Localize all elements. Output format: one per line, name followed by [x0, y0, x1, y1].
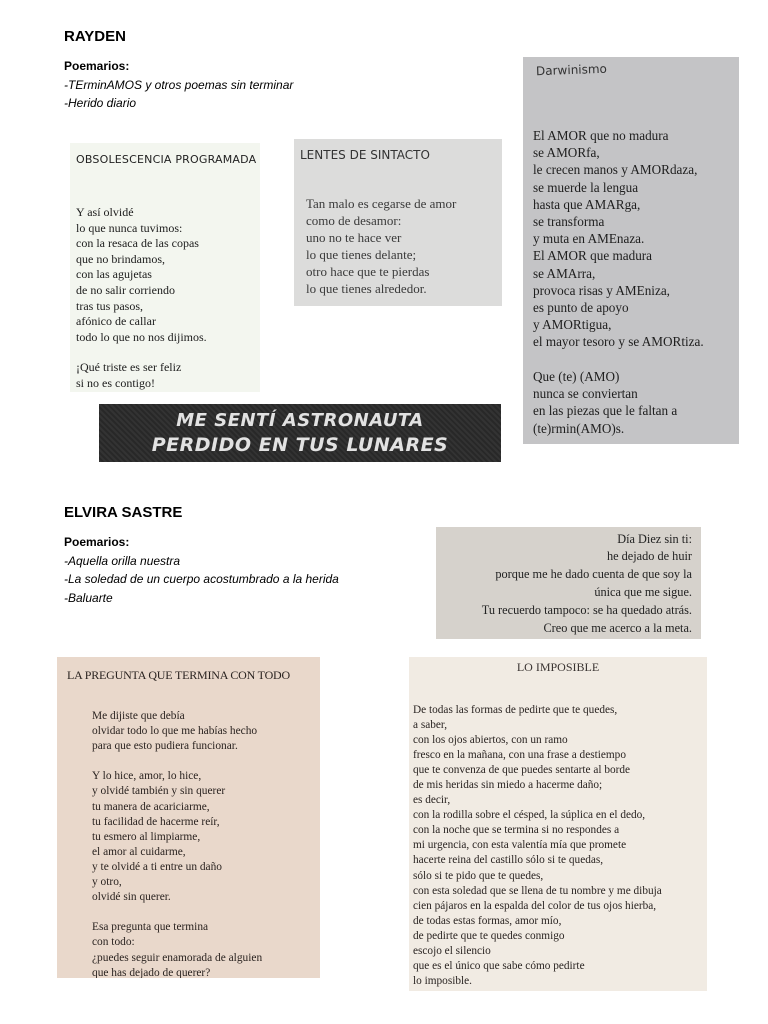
book-title: -La soledad de un cuerpo acostumbrado a la herida — [64, 572, 339, 586]
poem-line: única que me sigue. — [594, 585, 692, 599]
poem-image-pregunta — [57, 657, 320, 978]
poem-title: LO IMPOSIBLE — [516, 660, 600, 674]
poemarios-list-elvira — [64, 533, 339, 607]
poem-image-darwinismo — [523, 57, 739, 444]
poemarios-list-rayden — [64, 57, 293, 113]
poem-line: Creo que me acerco a la meta. — [543, 621, 692, 635]
poem-image-lentes — [294, 139, 502, 306]
poem-line: Día Diez sin ti: — [617, 532, 692, 546]
book-title: -Herido diario — [64, 96, 137, 110]
poem-text: Tan malo es cegarse de amor como de desamor: uno no te hace ver lo que tienes delante; otro hace que te pierdas lo que tienes alrededor. — [306, 196, 457, 296]
poem-text-closing: Que (te) (AMO) nunca se conviertan en las piezas que le faltan a (te)rmin(AMO)s. — [533, 369, 678, 436]
poem-text: Y así olvidé lo que nunca tuvimos: con la resaca de las copas que no brindamos, con las agujetas de no salir corriendo tras tus pasos, afónico de callar todo lo que no nos dijimos. — [76, 205, 207, 344]
author-heading-elvira: ELVIRA SASTRE — [64, 504, 183, 521]
poem-title: OBSOLESCENCIA PROGRAMADA — [76, 153, 257, 166]
poem-text: El AMOR que no madura se AMORfa, le crecen manos y AMORdaza, se muerde la lengua hasta que AMARga, se transforma y muta en AMEnaza. El AMOR que madura se AMArra, provoca risas y AMEniza, es punto de apoyo y AMORtigua, el mayor tesoro y se AMORtiza. — [533, 128, 704, 350]
quote-image-astronauta — [99, 404, 501, 462]
book-title: -TErminAMOS y otros poemas sin terminar — [64, 77, 294, 92]
book-title: -Aquella orilla nuestra — [64, 553, 181, 568]
poemarios-label: Poemarios: — [64, 59, 130, 73]
poemarios-label: Poemarios: — [64, 535, 130, 549]
poem-image-dia-diez — [436, 527, 701, 639]
author-heading-rayden: RAYDEN — [64, 28, 126, 45]
poem-image-imposible — [409, 657, 707, 991]
poem-line: Tu recuerdo tampoco: se ha quedado atrás. — [481, 603, 692, 617]
quote-line: PERDIDO EN TUS LUNARES — [151, 434, 449, 456]
poem-title: LA PREGUNTA QUE TERMINA CON TODO — [67, 668, 290, 682]
poem-text: De todas las formas de pedirte que te quedes, a saber, con los ojos abiertos, con un ramo fresco en la mañana, con una frase a destiempo que te convenza de que puedes sentarte al borde de mis heridas sin miedo a hacerme daño; es decir, con la rodilla sobre el césped, la súplica en el dedo, con la noche que se termina si no respondes a mi urgencia, con esta valentía mía que promete hacerte reina del castillo sólo si te quedas, sólo si te pido que te quedes, con esta soledad que se llena de tu nombre y me dibuja cien pájaros en la espalda del color de tus ojos hierba, de todas estas formas, amor mío, de pedirte que te quedes conmigo escojo el silencio que es el único que sabe cómo pedirte lo imposible. — [413, 704, 662, 987]
poem-line: he dejado de huir — [606, 549, 692, 563]
quote-line: ME SENTÍ ASTRONAUTA — [176, 410, 424, 431]
poem-text-closing: ¡Qué triste es ser feliz si no es contigo! — [76, 360, 182, 390]
poem-image-obsolescencia — [70, 143, 260, 392]
poem-title: Darwinismo — [535, 61, 608, 79]
poem-text: Me dijiste que debía olvidar todo lo que me habías hecho para que esto pudiera funcionar. Y lo hice, amor, lo hice, y olvidé también y sin querer tu manera de acariciarme, tu facilidad de hacerme reír, tu esmero al limpiarme, el amor al cuidarme, y te olvidé a ti entre un daño y otro, olvidé sin querer. Esa pregunta que termina con todo: ¿puedes seguir enamorada de alguien que has dejado de querer? — [92, 710, 263, 978]
poem-title: LENTES DE SINTACTO — [300, 148, 430, 162]
book-title: -Baluarte — [64, 590, 113, 605]
poem-line: porque me he dado cuenta de que soy la — [495, 567, 692, 581]
